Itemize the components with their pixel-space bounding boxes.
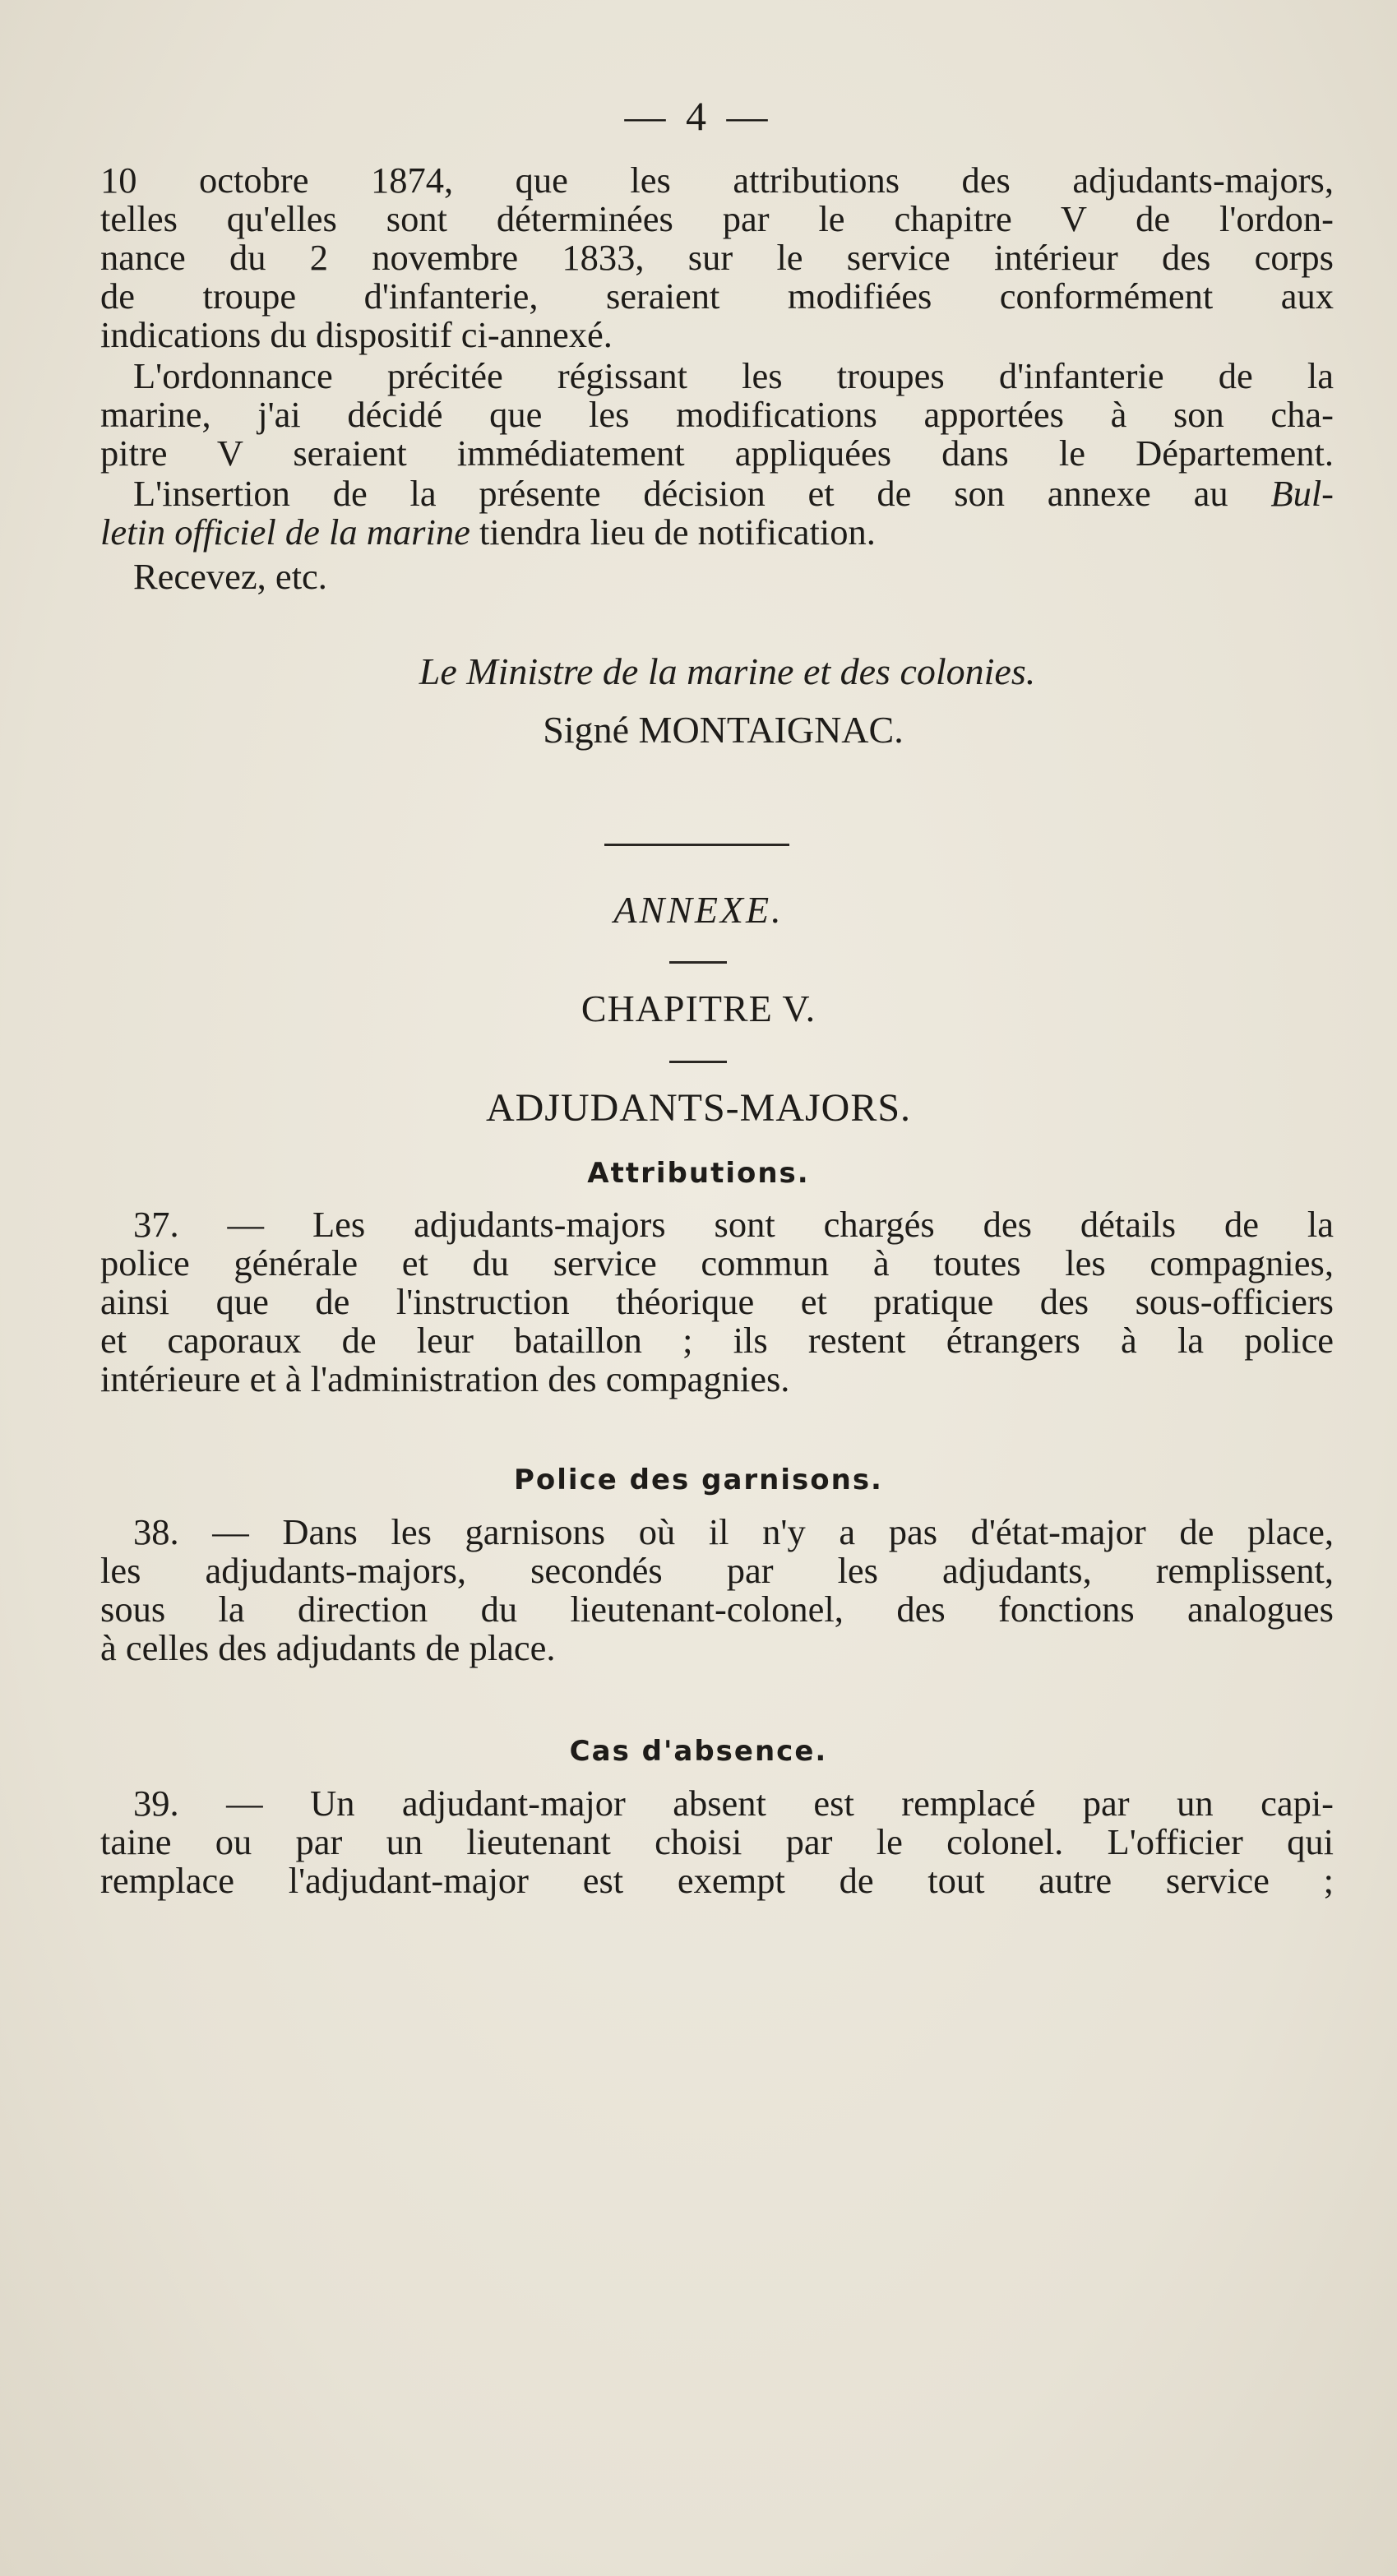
annexe-title: ANNEXE.: [613, 889, 784, 931]
text-line: pitre V seraient immédiatement appliquées dans le Département.: [100, 432, 1334, 474]
text-line: les adjudants-majors, secondés par les adjudants, remplissent,: [100, 1550, 1334, 1591]
bulletin-title-part: letin officiel de la marine: [100, 511, 470, 553]
signature-role: Le Ministre de la marine et des colonies.: [419, 650, 1036, 692]
text-line: [100, 474, 1334, 513]
text-line: police générale et du service commun à toutes les compagnies,: [100, 1242, 1334, 1283]
subsection-heading: Cas d'absence.: [569, 1735, 828, 1768]
text-line: marine, j'ai décidé que les modifications apportées à son cha-: [100, 394, 1334, 435]
bulletin-title-part: Bul-: [1270, 473, 1335, 514]
section-title: ADJUDANTS-MAJORS.: [485, 1086, 912, 1130]
text-line: 39. — Un adjudant-major absent est remplacé par un capi-: [133, 1783, 1334, 1824]
article-37: [100, 1205, 1334, 1399]
text-line: L'ordonnance précitée régissant les troupes d'infanterie de la: [133, 355, 1334, 396]
text-line: 37. — Les adjudants-majors sont chargés des détails de la: [133, 1204, 1334, 1245]
text-line: indications du dispositif ci-annexé.: [100, 314, 613, 355]
text-line: [100, 513, 1334, 552]
divider-rule: [669, 961, 727, 964]
text-line: 10 octobre 1874, que les attributions des adjudants-majors,: [100, 160, 1334, 201]
subsection-heading: Police des garnisons.: [514, 1464, 883, 1496]
text-line: ainsi que de l'instruction théorique et pratique des sous-officiers: [100, 1281, 1334, 1322]
insertion-text: L'insertion de la présente décision et de son annexe au: [133, 473, 1228, 514]
subsection-heading: Attributions.: [587, 1157, 810, 1190]
text-line: telles qu'elles sont déterminées par le chapitre V de l'ordon-: [100, 198, 1334, 239]
text-line: remplace l'adjudant-major est exempt de tout autre service ;: [100, 1860, 1334, 1901]
text-line: de troupe d'infanterie, seraient modifiées conformément aux: [100, 275, 1334, 317]
text-line: 38. — Dans les garnisons où il n'y a pas d'état-major de place,: [133, 1511, 1334, 1552]
divider-rule: [604, 844, 789, 846]
article-38: [100, 1513, 1334, 1667]
chapter-title: CHAPITRE V.: [581, 987, 816, 1029]
text-line: à celles des adjudants de place.: [100, 1627, 556, 1668]
text-line: sous la direction du lieutenant-colonel, des fonctions analogues: [100, 1589, 1334, 1630]
ordonnance-paragraph: [100, 357, 1334, 473]
intro-paragraph: [100, 161, 1334, 354]
closing: [100, 557, 1334, 596]
text-line: nance du 2 novembre 1833, sur le service intérieur des corps: [100, 237, 1334, 278]
divider-rule: [669, 1061, 727, 1063]
signature-name: Signé MONTAIGNAC.: [543, 709, 904, 751]
text-line: intérieure et à l'administration des compagnies.: [100, 1358, 790, 1399]
insertion-paragraph: [100, 474, 1334, 552]
text-line: et caporaux de leur bataillon ; ils restent étrangers à la police: [100, 1320, 1334, 1361]
text-line: taine ou par un lieutenant choisi par le colonel. L'officier qui: [100, 1821, 1334, 1862]
closing-text: Recevez, etc.: [133, 556, 327, 597]
page-number: — 4 —: [624, 93, 773, 139]
insertion-text: tiendra lieu de notification.: [479, 511, 876, 553]
article-39: [100, 1784, 1334, 1900]
